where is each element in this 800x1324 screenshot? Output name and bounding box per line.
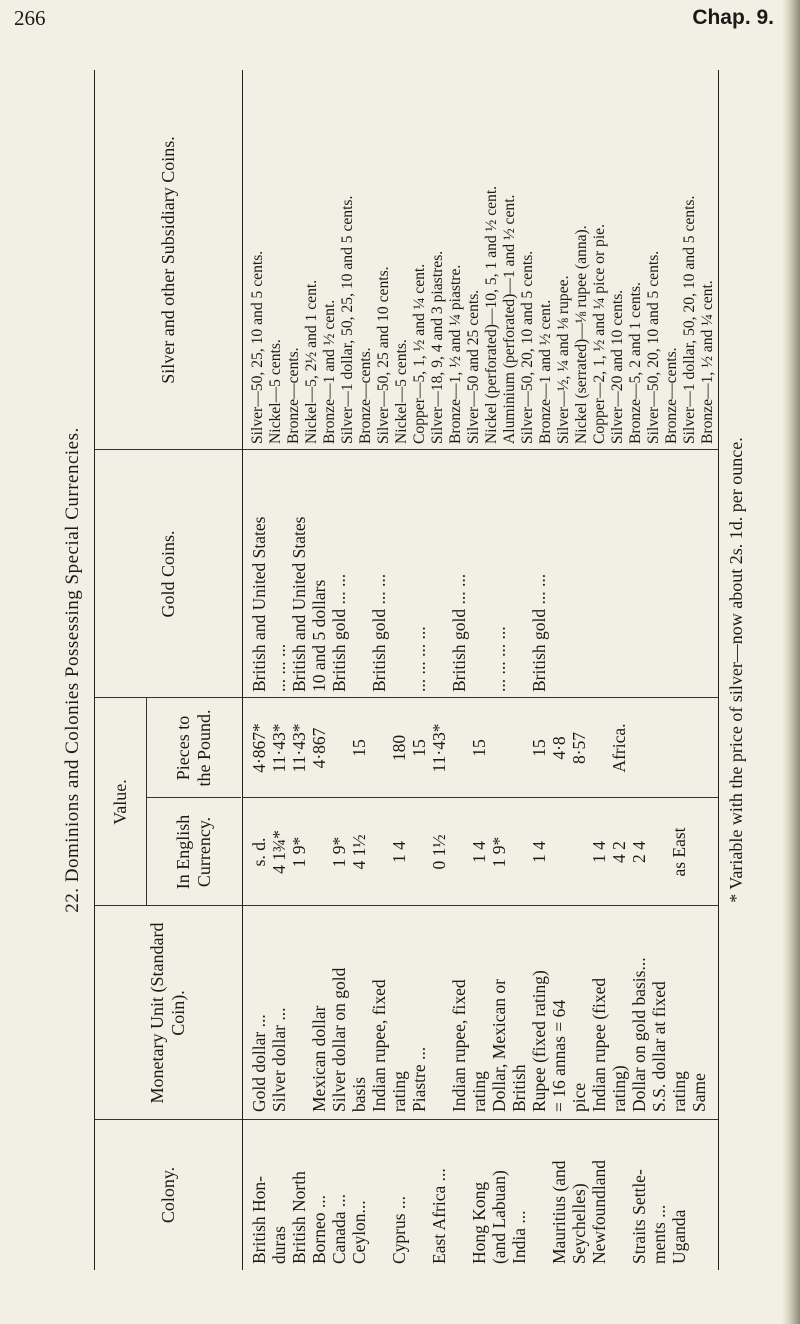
table-cell-line: rating [669, 1071, 689, 1112]
table-cell-line [649, 802, 669, 902]
header-pieces-to-pound: Pieces to the Pound. [173, 709, 214, 787]
table-cell-line [509, 802, 529, 902]
table-cell-line: 4 1¾* [269, 830, 289, 874]
english-currency-column [249, 802, 689, 902]
table-cell-line: British and United States [289, 516, 309, 692]
divider [95, 905, 242, 906]
table-cell-line: 1 4 [469, 841, 489, 863]
divider [95, 1119, 242, 1120]
rotated-table [58, 70, 758, 1270]
table-cell-line: Uganda [669, 1209, 689, 1264]
table-cell-line: Silver—50, 25 and 10 cents. [375, 266, 392, 444]
divider [243, 797, 718, 798]
table-cell-line: ... ... ... ... [489, 626, 509, 692]
table-cell-line: 1 9* [329, 836, 349, 868]
table-cell-line: Indian rupee, fixed [369, 979, 389, 1112]
footnote: * Variable with the price of silver—now about 2s. 1d. per ounce. [726, 437, 746, 903]
table-cell-line: British gold ... ... [529, 573, 549, 692]
table-cell-line: Silver dollar on gold [329, 967, 349, 1112]
table-cell-line: 1 4 [529, 841, 549, 863]
table-cell-line: 15 [409, 739, 429, 757]
divider [243, 697, 718, 698]
table-cell-line: East Africa ... [429, 1168, 449, 1264]
table-title: 22. Dominions and Colonies Possessing Special Currencies. [62, 427, 83, 913]
header-colony: Colony. [157, 1166, 178, 1224]
table-cell-line: Dollar, Mexican or [489, 979, 509, 1112]
table-cell-line: Nickel (perforated)—10, 5, 1 and ½ cent. [483, 185, 500, 444]
table-cell-line: Indian rupee, fixed [449, 979, 469, 1112]
table-cell-line: Silver—50, 20, 10 and 5 cents. [645, 250, 662, 444]
table-cell-line: 11·43* [289, 723, 309, 773]
table-cell-line: 1 4 [389, 841, 409, 863]
table-cell-line: Nickel—5 cents. [393, 339, 410, 444]
table-cell-line: 8·57 [569, 731, 589, 765]
table-cell-line: 4 1½ [349, 834, 369, 870]
table-cell-line: Bronze—1 and ½ cent. [321, 299, 338, 444]
pieces-to-pound-column [249, 702, 629, 794]
table-cell-line: Borneo ... [309, 1194, 329, 1264]
table-cell-line: British Hon- [249, 1176, 269, 1264]
table-cell-line [309, 802, 329, 902]
table-cell-line: pice [569, 1082, 589, 1112]
table-cell-line: Silver—18, 9, 4 and 3 piastres. [429, 250, 446, 444]
table-cell-line [449, 1124, 469, 1264]
header-silver-coins: Silver and other Subsidiary Coins. [157, 136, 178, 384]
table-cell-line: Hong Kong [469, 1181, 489, 1264]
table-cell-line: 180 [389, 734, 409, 762]
header-monetary-unit: Monetary Unit (Standard Coin). [147, 922, 188, 1104]
monetary-unit-column [249, 912, 709, 1112]
table-cell-line [409, 1124, 429, 1264]
colony-column [249, 1124, 689, 1264]
table-cell-line [529, 1124, 549, 1264]
table-cell-line: British and United States [249, 516, 269, 692]
table-cell-line [369, 702, 389, 794]
table-cell-line [369, 802, 389, 902]
table-cell-line: Newfoundland [589, 1159, 609, 1264]
table-cell-line: 4 2 [609, 841, 629, 863]
table-cell-line: S.S. dollar at fixed [649, 981, 669, 1112]
table-cell-line: Aluminium (perforated)—1 and ½ cent. [501, 194, 518, 444]
table-cell-line: Silver—20 and 10 cents. [609, 289, 626, 444]
table-cell-line: 15 [349, 739, 369, 757]
table-cell-line: 1 9* [289, 836, 309, 868]
table-cell-line: Ceylon... [349, 1200, 369, 1264]
table-cell-line: 15 [529, 739, 549, 757]
table-cell-line: British gold ... ... [369, 573, 389, 692]
table-cell-line: Copper—5, 1, ½ and ¼ cent. [411, 263, 428, 444]
table-cell-line: Straits Settle- [629, 1169, 649, 1264]
table-cell-line: Cyprus ... [389, 1195, 409, 1264]
table-cell-line: 11·43* [269, 723, 289, 773]
table-cell-line: British gold ... ... [449, 573, 469, 692]
table-cell-line: Silver dollar ... [269, 1007, 289, 1112]
divider [95, 449, 242, 450]
table-cell-line: British North [289, 1171, 309, 1264]
table-cell-line: 15 [469, 739, 489, 757]
table-cell-line: duras [269, 1226, 289, 1264]
table-cell-line: 2 4 [629, 841, 649, 863]
table-cell-line [429, 456, 449, 692]
table-cell-line [489, 702, 509, 794]
header-value: Value. [95, 698, 147, 906]
table-cell-line: Rupee (fixed rating) [529, 970, 549, 1112]
table-cell-line: as East [669, 827, 689, 877]
table-cell-line: ... ... ... [269, 643, 289, 692]
table-cell-line: Nickel—5 cents. [267, 339, 284, 444]
silver-coins-column [249, 74, 717, 444]
table-cell-line [449, 702, 469, 794]
table-cell-line: Mauritius (and [549, 1160, 569, 1264]
table-cell-line [369, 1124, 389, 1264]
page-binding-shadow [782, 0, 800, 1324]
table-cell-line [569, 802, 589, 902]
gold-coins-column [249, 456, 549, 692]
table-cell-line: Bronze—5, 2 and 1 cents. [627, 282, 644, 444]
table-cell-line: India ... [509, 1210, 529, 1264]
table-cell-line: 11·43* [429, 723, 449, 773]
table-cell-line: Mexican dollar [309, 1005, 329, 1112]
table-cell-line: rating [469, 1071, 489, 1112]
table-cell-line: Gold dollar ... [249, 1014, 269, 1112]
table-cell-line: 0 1½ [429, 834, 449, 870]
table-cell-line [589, 702, 609, 794]
table-cell-line: Bronze—cents. [663, 347, 680, 444]
table-cell-line: Nickel (serrated)—⅛ rupee (anna). [573, 225, 590, 444]
table-cell-line: Canada ... [329, 1194, 349, 1264]
divider [243, 449, 718, 450]
divider [147, 797, 241, 798]
table-cell-line: basis [349, 1077, 369, 1112]
table-cell-line: Silver—1 dollar, 50, 20, 10 and 5 cents. [681, 195, 698, 444]
table-header [95, 70, 243, 1270]
table-cell-line: ments ... [649, 1204, 669, 1264]
table-cell-line: 4·867 [309, 727, 329, 769]
table-cell-line: (and Labuan) [489, 1170, 509, 1264]
table-cell-line: Same [689, 1073, 709, 1112]
table-cell-line: Nickel—5, 2½ and 1 cent. [303, 279, 320, 444]
table-body [243, 70, 718, 1270]
chapter-label: Chap. 9. [692, 6, 774, 29]
table-cell-line: Bronze—1, ½ and ¼ cent. [699, 280, 716, 444]
table-cell-line: Silver—½, ¼ and ⅛ rupee. [555, 275, 572, 444]
table-cell-line: ... ... ... ... [409, 626, 429, 692]
table-cell-line: 1 9* [489, 836, 509, 868]
table-cell-line [509, 456, 529, 692]
table-cell-line: Silver—50, 25, 10 and 5 cents. [249, 250, 266, 444]
header-gold-coins: Gold Coins. [157, 530, 178, 618]
table-cell-line: 4·867* [249, 723, 269, 773]
table-cell-line: Seychelles) [569, 1183, 589, 1264]
currency-table [94, 70, 719, 1270]
table-cell-line [509, 702, 529, 794]
table-cell-line: British [509, 1064, 529, 1112]
table-cell-line: Bronze—1 and ½ cent. [537, 299, 554, 444]
header-english-currency: In English Currency. [173, 814, 214, 890]
table-cell-line: s. d. [249, 837, 269, 867]
table-cell-line: rating) [609, 1065, 629, 1112]
table-cell-line [329, 702, 349, 794]
table-cell-line [429, 912, 449, 1112]
table-cell-line: Silver—50, 20, 10 and 5 cents. [519, 250, 536, 444]
table-cell-line [409, 802, 429, 902]
table-cell-line [289, 912, 309, 1112]
table-cell-line: Bronze—1, ½ and ¼ piastre. [447, 264, 464, 444]
page-number: 266 [14, 6, 46, 30]
table-cell-line: Piastre ... [409, 1046, 429, 1112]
table-cell-line: Bronze—cents. [357, 347, 374, 444]
table-cell-line [609, 1124, 629, 1264]
divider [95, 697, 242, 698]
table-cell-line: 10 and 5 dollars [309, 579, 329, 692]
table-cell-line: 4·8 [549, 736, 569, 760]
table-cell-line: Indian rupee (fixed [589, 977, 609, 1112]
table-cell-line [549, 802, 569, 902]
divider [243, 1119, 718, 1120]
table-cell-line: rating [389, 1071, 409, 1112]
table-cell-line: 1 4 [589, 841, 609, 863]
table-cell-line [469, 456, 489, 692]
table-cell-line: Silver—1 dollar, 50, 25, 10 and 5 cents. [339, 195, 356, 444]
table-cell-line: Africa. [609, 723, 629, 773]
divider [243, 905, 718, 906]
table-cell-line: Dollar on gold basis... [629, 957, 649, 1112]
table-cell-line: British gold ... ... [329, 573, 349, 692]
table-cell-line: Copper—2, 1, ½ and ¼ pice or pie. [591, 224, 608, 444]
table-cell-line [349, 456, 369, 692]
table-cell-line: Bronze—cents. [285, 347, 302, 444]
table-cell-line: Silver—50 and 25 cents. [465, 289, 482, 444]
table-cell-line [449, 802, 469, 902]
table-cell-line: = 16 annas = 64 [549, 999, 569, 1112]
table-cell-line [389, 456, 409, 692]
